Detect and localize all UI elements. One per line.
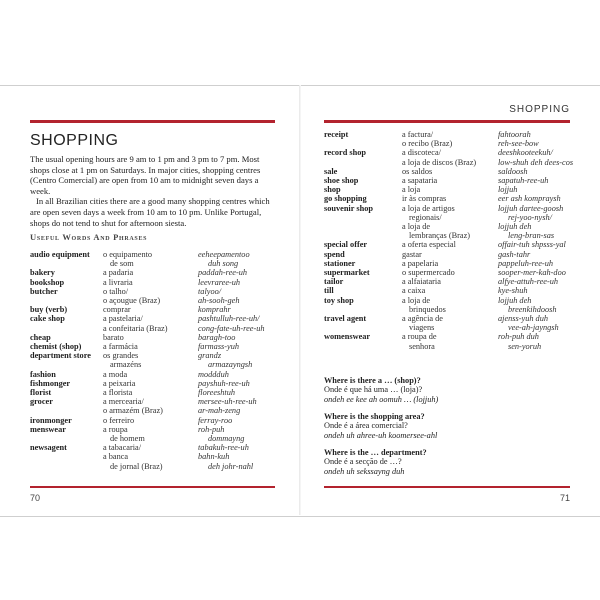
section-subheading: Useful Words And Phrases	[30, 232, 148, 242]
vocab-table-right	[324, 130, 574, 351]
vocab-portuguese: o açougue (Braz)	[103, 296, 161, 306]
vocab-english: audio equipment	[30, 250, 90, 259]
intro-text	[30, 154, 275, 228]
vocab-pronunciation: saldoosh	[498, 166, 528, 176]
page-title: SHOPPING	[30, 132, 119, 149]
phrase-portuguese: Onde é que há uma … (loja)?	[324, 385, 423, 395]
vocab-row	[30, 305, 278, 314]
vocab-row	[30, 360, 278, 369]
vocab-english	[30, 259, 103, 268]
vocab-pronunciation: ferray-roo	[198, 415, 233, 425]
vocab-pronunciation: sapatuh-ree-uh	[498, 176, 549, 186]
intro-paragraph-1: The usual opening hours are 9 am to 1 pm and 3 pm to 7 pm. Most shops close at 1 pm on Saturdays. In major cities, shopping centres (Centro Comercial) are open from 10 am to midnight seven days a week.	[30, 154, 261, 196]
vocab-portuguese: a tabacaria/	[103, 443, 141, 453]
vocab-portuguese: a papelaria	[402, 258, 439, 268]
phrase-block-2	[324, 412, 574, 440]
vocab-row	[324, 130, 574, 139]
vocab-pronunciation: lojjuh deh	[498, 295, 532, 305]
vocab-english: bakery	[30, 268, 55, 278]
vocab-row	[324, 268, 574, 277]
vocab-pronunciation: cong-fate-uh-ree-uh	[198, 323, 265, 333]
vocab-pronunciation: sooper-mer-kah-doo	[498, 268, 566, 278]
vocab-row	[30, 278, 278, 287]
vocab-portuguese: a alfaiataria	[402, 277, 441, 287]
vocab-portuguese: armazéns	[110, 360, 142, 370]
vocab-portuguese: a loja de artigos	[402, 203, 455, 213]
vocab-english	[324, 305, 402, 314]
vocab-portuguese: a oferta especial	[402, 240, 456, 250]
vocab-english: travel agent	[324, 314, 367, 324]
vocab-row	[30, 397, 278, 406]
vocab-row	[30, 406, 278, 415]
vocab-portuguese: de jornal (Braz)	[110, 461, 163, 471]
vocab-row	[324, 286, 574, 295]
vocab-portuguese: os grandes	[103, 351, 139, 361]
vocab-english: butcher	[30, 286, 58, 296]
vocab-pronunciation: eer ash kompraysh	[498, 194, 561, 204]
vocab-row	[324, 332, 574, 341]
vocab-english: fishmonger	[30, 378, 71, 388]
vocab-pronunciation: moddduh	[198, 369, 229, 379]
vocab-pronunciation: sen-yoruh	[508, 341, 542, 351]
vocab-english	[30, 406, 103, 415]
vocab-pronunciation: ar-mah-zeng	[198, 406, 241, 416]
vocab-english: special offer	[324, 240, 368, 250]
vocab-portuguese: a banca	[103, 452, 129, 462]
phrase-question: Where is the shopping area?	[324, 412, 425, 421]
vocab-row	[30, 314, 278, 323]
vocab-row	[30, 434, 278, 443]
vocab-portuguese: a caixa	[402, 286, 426, 296]
vocab-portuguese: comprar	[103, 305, 131, 315]
vocab-portuguese: senhora	[409, 341, 435, 351]
vocab-portuguese: de homem	[110, 434, 145, 444]
vocab-row	[324, 250, 574, 259]
phrase-question: Where is the … department?	[324, 448, 427, 457]
vocab-row	[324, 213, 574, 222]
vocab-pronunciation: lojjuh	[498, 185, 518, 195]
vocab-row	[324, 342, 574, 351]
vocab-pronunciation: deh johr-nahl	[208, 461, 254, 471]
vocab-portuguese: o armazém (Braz)	[103, 406, 163, 416]
vocab-row	[30, 351, 278, 360]
vocab-portuguese: a factura/	[402, 130, 434, 139]
vocab-row	[324, 158, 574, 167]
vocab-english	[324, 158, 402, 167]
vocab-portuguese: a livraria	[103, 277, 133, 287]
vocab-english: supermarket	[324, 268, 370, 278]
vocab-row	[30, 452, 278, 461]
vocab-row	[324, 185, 574, 194]
vocab-row	[30, 342, 278, 351]
vocab-english: stationer	[324, 258, 356, 268]
vocab-portuguese: a loja de	[402, 295, 431, 305]
vocab-pronunciation: paddah-ree-uh	[198, 268, 247, 278]
vocab-portuguese: a sapataria	[402, 176, 438, 186]
vocab-pronunciation: floreeshtuh	[198, 388, 236, 398]
vocab-english	[324, 323, 402, 332]
phrase-portuguese: Onde é a secção de …?	[324, 457, 402, 467]
vocab-pronunciation: duh song	[208, 259, 239, 269]
vocab-row	[30, 462, 278, 471]
vocab-english: bookshop	[30, 277, 65, 287]
vocab-pronunciation: leng-bran-sas	[508, 231, 555, 241]
vocab-pronunciation: mersee-uh-ree-uh	[198, 397, 257, 407]
vocab-english: record shop	[324, 148, 367, 158]
vocab-english: grocer	[30, 397, 53, 407]
vocab-pronunciation: lojjuh deh	[498, 222, 532, 232]
vocab-row	[30, 333, 278, 342]
vocab-pronunciation: roh-puh	[198, 424, 225, 434]
vocab-portuguese: a loja de discos (Braz)	[402, 157, 477, 167]
vocab-english	[30, 434, 103, 443]
vocab-portuguese: a roupa de	[402, 332, 437, 342]
vocab-english: shoe shop	[324, 176, 359, 186]
vocab-english: go shopping	[324, 194, 367, 204]
vocab-pronunciation: pappeluh-ree-uh	[498, 258, 553, 268]
vocab-pronunciation: vee-ah-jayngsh	[508, 323, 559, 333]
vocab-row	[30, 370, 278, 379]
phrase-pronunciation: ondeh ee kee ah oomuh … (lojjuh)	[324, 394, 439, 404]
vocab-portuguese: o recibo (Braz)	[402, 139, 453, 149]
vocab-portuguese: a pastelaria/	[103, 314, 143, 324]
vocab-english: spend	[324, 249, 345, 259]
vocab-portuguese: a florista	[103, 388, 133, 398]
vocab-portuguese: a loja de	[402, 222, 431, 232]
vocab-portuguese: lembranças (Braz)	[409, 231, 471, 241]
vocab-portuguese: a moda	[103, 369, 128, 379]
vocab-row	[30, 250, 278, 259]
vocab-row	[324, 222, 574, 231]
vocab-row	[324, 314, 574, 323]
vocab-portuguese: viagens	[409, 323, 435, 333]
vocab-pronunciation: alfye-attuh-ree-uh	[498, 277, 559, 287]
intro-paragraph-2: In all Brazilian cities there are a good many shopping centres which are open seven days a week from 10 am to 10 pm. Unlike Portugal, shops do not tend to shut for afternoon siesta.	[30, 196, 270, 228]
vocab-english: shop	[324, 185, 341, 195]
vocab-portuguese: a agência de	[402, 314, 443, 324]
vocab-pronunciation: talyoo/	[198, 286, 222, 296]
page-number-left: 70	[30, 493, 41, 503]
vocab-pronunciation: ah-sooh-geh	[198, 296, 240, 306]
footer-rule-left	[30, 486, 275, 488]
phrase-block-3	[324, 448, 574, 476]
vocab-pronunciation: farmass-yuh	[198, 342, 240, 352]
vocab-english	[30, 296, 103, 305]
vocab-row	[30, 259, 278, 268]
title-rule-left	[30, 120, 275, 123]
footer-rule-right	[324, 486, 570, 488]
page-number-right: 71	[559, 493, 570, 503]
vocab-english	[324, 342, 402, 351]
vocab-portuguese: a padaria	[103, 268, 134, 278]
vocab-pronunciation: armazayngsh	[208, 360, 253, 370]
vocab-portuguese: a mercearia/	[103, 397, 144, 407]
running-head: SHOPPING	[509, 104, 570, 115]
vocab-english	[30, 360, 103, 369]
vocab-english: department store	[30, 351, 91, 361]
vocab-english	[324, 139, 402, 148]
vocab-pronunciation: eeheepamentoo	[198, 250, 250, 259]
vocab-pronunciation: ajenss-yuh duh	[498, 314, 549, 324]
vocab-row	[324, 296, 574, 305]
vocab-portuguese: barato	[103, 332, 124, 342]
vocab-pronunciation: lojjuh dartee-goosh	[498, 203, 564, 213]
vocab-pronunciation: reh-see-bow	[498, 139, 539, 149]
vocab-english: receipt	[324, 130, 349, 139]
vocab-english: womenswear	[324, 332, 371, 342]
vocab-row	[324, 231, 574, 240]
vocab-row	[324, 240, 574, 249]
vocab-row	[324, 176, 574, 185]
vocab-portuguese: a loja	[402, 185, 421, 195]
phrase-pronunciation: ondeh uh ahree-uh koomersee-ahl	[324, 430, 438, 440]
vocab-english: newsagent	[30, 443, 67, 453]
vocab-pronunciation: low-shuh deh dees-cos	[498, 157, 574, 167]
vocab-pronunciation: grandz	[198, 351, 222, 361]
vocab-portuguese: brinquedos	[409, 304, 446, 314]
vocab-english	[30, 452, 103, 461]
vocab-english: fashion	[30, 369, 56, 379]
vocab-pronunciation: pashtulluh-ree-uh/	[198, 314, 260, 324]
vocab-english: cheap	[30, 332, 51, 342]
vocab-row	[324, 323, 574, 332]
vocab-row	[30, 379, 278, 388]
vocab-pronunciation: tabakuh-ree-uh	[198, 443, 249, 453]
vocab-portuguese: a peixaria	[103, 378, 136, 388]
vocab-row	[324, 305, 574, 314]
vocab-row	[30, 324, 278, 333]
vocab-row	[30, 425, 278, 434]
vocab-english: sale	[324, 166, 338, 176]
vocab-portuguese: de som	[110, 259, 134, 269]
vocab-row	[324, 139, 574, 148]
vocab-pronunciation: breenkihdoosh	[508, 304, 557, 314]
vocab-pronunciation: gash-tahr	[498, 249, 531, 259]
phrase-pronunciation: ondeh uh sekssayng duh	[324, 466, 405, 476]
vocab-pronunciation: dommayng	[208, 434, 245, 444]
vocab-pronunciation: deeshkooteekuh/	[498, 148, 553, 158]
vocab-row	[30, 296, 278, 305]
vocab-row	[30, 388, 278, 397]
vocab-row	[30, 268, 278, 277]
title-rule-right	[324, 120, 570, 123]
vocab-english	[30, 462, 103, 471]
vocab-row	[30, 443, 278, 452]
vocab-english: menswear	[30, 424, 66, 434]
vocab-portuguese: a discoteca/	[402, 148, 441, 158]
vocab-pronunciation: rej-yoo-nysh/	[508, 212, 552, 222]
vocab-english: souvenir shop	[324, 203, 373, 213]
vocab-pronunciation: fahtoorah	[498, 130, 531, 139]
vocab-pronunciation: komprahr	[198, 305, 231, 315]
vocab-english	[324, 222, 402, 231]
vocab-pronunciation: offair-tuh shpsss-yal	[498, 240, 566, 250]
vocab-pronunciation: roh-puh duh	[498, 332, 539, 342]
vocab-row	[30, 416, 278, 425]
vocab-pronunciation: kye-shuh	[498, 286, 528, 296]
vocab-pronunciation: leevraree-uh	[198, 277, 241, 287]
vocab-portuguese: ir às compras	[402, 194, 447, 204]
vocab-row	[324, 204, 574, 213]
vocab-english	[324, 231, 402, 240]
vocab-pronunciation: baragh-too	[198, 332, 236, 342]
vocab-english: toy shop	[324, 295, 354, 305]
vocab-portuguese: o equipamento	[103, 250, 153, 259]
vocab-english: till	[324, 286, 334, 296]
vocab-english	[324, 213, 402, 222]
vocab-portuguese: gastar	[402, 249, 422, 259]
vocab-portuguese: a roupa	[103, 424, 128, 434]
vocab-row	[30, 287, 278, 296]
vocab-row	[324, 277, 574, 286]
vocab-english: ironmonger	[30, 415, 72, 425]
vocab-english: chemist (shop)	[30, 342, 82, 352]
vocab-portuguese: a farmácia	[103, 342, 138, 352]
vocab-portuguese: regionais/	[409, 212, 442, 222]
vocab-row	[324, 167, 574, 176]
vocab-english: cake shop	[30, 314, 65, 324]
vocab-portuguese: o supermercado	[402, 268, 455, 278]
book-gutter	[299, 85, 301, 515]
vocab-pronunciation: bahn-kuh	[198, 452, 230, 462]
vocab-portuguese: a confeitaria (Braz)	[103, 323, 168, 333]
vocab-portuguese: o ferreiro	[103, 415, 135, 425]
phrase-question: Where is there a … (shop)?	[324, 376, 421, 385]
vocab-english: tailor	[324, 277, 344, 287]
vocab-row	[324, 148, 574, 157]
vocab-portuguese: o talho/	[103, 286, 129, 296]
vocab-row	[324, 194, 574, 203]
vocab-english: florist	[30, 388, 52, 398]
phrase-portuguese: Onde é a área comercial?	[324, 421, 408, 431]
vocab-table-left	[30, 250, 278, 471]
vocab-english	[30, 324, 103, 333]
vocab-portuguese: os saldos	[402, 166, 433, 176]
vocab-row	[324, 259, 574, 268]
phrase-block-1	[324, 376, 574, 404]
vocab-english: buy (verb)	[30, 305, 68, 315]
vocab-pronunciation: payshuh-ree-uh	[198, 378, 250, 388]
